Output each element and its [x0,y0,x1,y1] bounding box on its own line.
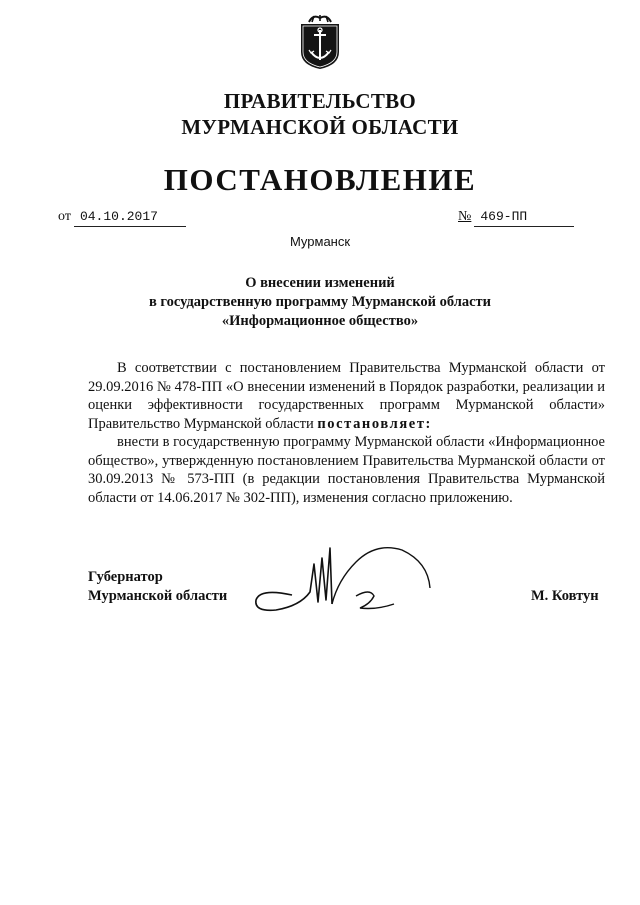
org-name-line1: ПРАВИТЕЛЬСТВО [223,89,417,113]
handwritten-signature-icon [252,540,442,620]
preamble-paragraph [88,359,605,433]
number-sign: № [458,209,472,224]
resolution-paragraph: внести в государственную программу Мурманской области «Информационное общество», утвержденную постановлением Правительства Мурманской области от 30.09.2013 № 573-ПП (в редакции постановления Правительства Мурманской области от 14.06.2017 № 302-ПП), изменения согласно приложению. [88,434,605,506]
number-value: 469-ПП [474,208,574,227]
signer-title-line1: Губернатор [88,569,163,585]
subject-line2: в государственную программу Мурманской области [148,294,492,310]
date-prefix: от [58,209,71,224]
date-value: 04.10.2017 [74,208,186,227]
city: Мурманск [289,234,351,249]
preamble-text: В соответствии с постановлением Правительства Мурманской области от 29.09.2016 № 478-ПП «О внесении изменений в Порядок разработки, реализации и оценки эффективности государственных программ Мурманской области» Правительство Мурманской области [88,360,605,432]
coat-of-arms-icon [297,12,343,70]
subject-line3: «Информационное общество» [221,313,419,329]
resolves-keyword: постановляет: [317,415,432,432]
document-type: ПОСТАНОВЛЕНИЕ [163,162,477,197]
signer-title-line2: Мурманской области [88,588,228,604]
signer-name: М. Ковтун [531,588,599,604]
subject-line1: О внесении изменений [245,275,395,291]
decree-subject [0,274,640,331]
org-name-line2: МУРМАНСКОЙ ОБЛАСТИ [181,115,459,139]
decree-number [458,208,574,227]
decree-body [88,359,605,507]
signer-title [88,568,227,606]
decree-date [58,208,186,227]
